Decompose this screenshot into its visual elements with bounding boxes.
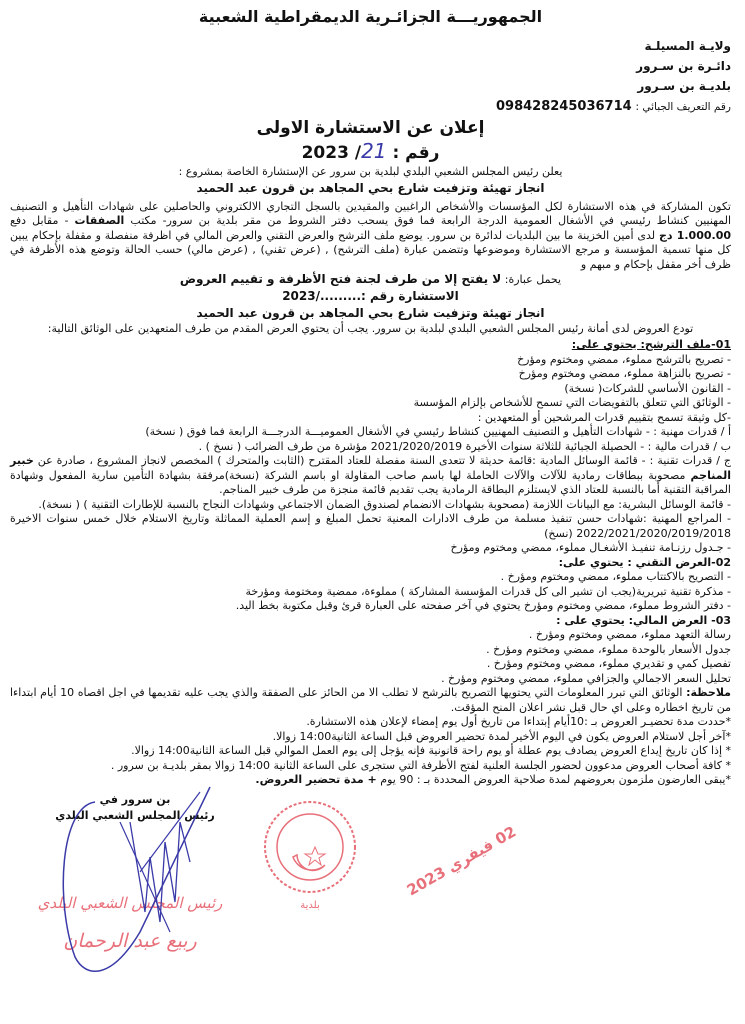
validity-text: *يبقى العارضون ملزمون بعروضهم لمدة صلاحية العروض المحددة بـ : 90 يوم xyxy=(376,773,731,786)
validity-bold: + مدة تحضير العروض. xyxy=(255,773,377,786)
validity-line xyxy=(10,773,731,788)
technical-capacity xyxy=(10,454,731,498)
note xyxy=(10,686,731,715)
note-text: الوثائق التي تبرر المعلومات التي يحتويها التصريح بالترشح لا تطلب الا من الحائز على الصفقة والذي يجب عليه تقديمها في اجل اقصاه 10 أيام ابتداءا من تاريخ اخطاره وعلى اي حال قبل نشر اعلان المنح المؤقت. xyxy=(10,686,731,714)
list-item: - قائمة الوسائل البشرية: مع البيانات اللازمة (مصحوبة بشهادات الانضمام لصندوق الضمان الاجتماعي وشهادات النجاح بالنسبة للإطارات التقنية ) ( نسخة). xyxy=(38,497,731,511)
tech-text: مصحوبة ببطاقات رمادية للآلات والآلات الحاملة لها باسم صاحب المقاولة او باسم الشركة (نسخة)مرفقة بشهادة التأمين سارية المفعول وشهادة المراقبة التقنية أما بالنسبة للعتاد الذي لايستلزم البطاقة الرمادية يجب تقديم قائمة منجزة من طرف خبير المناجم. xyxy=(10,468,731,496)
list-item: - التصريح بالاكتتاب مملوء، ممضي ومختوم ومؤرخ . xyxy=(500,570,731,583)
tech-text: ج / قدرات تقنية : - قائمة الوسائل المادية :قائمة حديثة لا تتعدى السنة مفصلة للعتاد المقترح (الثابت والمتحرك ) المخصص لانجاز المشروع ، صادرة عن xyxy=(33,454,731,467)
list-item: * إذا كان تاريخ إيداع العروض يصادف يوم عطلة أو يوم راحة قانونية فإنه يؤجل إلى يوم العمل الموالي قبل الساعة الثانية14:00 زوالا. xyxy=(131,744,731,757)
announcement-title: إعلان عن الاستشارة الاولى xyxy=(256,118,485,138)
project-title: انجاز تهيئة وتزفيت شارع بحي المجاهد بن قرون عبد الحميد xyxy=(196,180,545,195)
list-item: جدول الأسعار بالوحدة مملوء، ممضي ومختوم ومؤرخ . xyxy=(486,642,731,656)
list-item: - تصريح بالنزاهة مملوء، ممضي ومختوم ومؤرخ xyxy=(518,367,731,380)
list-item: - مذكرة تقنية تبريرية(يجب ان تشير الى كل قدرات المؤسسة المشاركة ) مملوءة، ممضية ومختومة ومؤرخة xyxy=(245,584,731,598)
para-text: تكون المشاركة في هذه الاستشارة لكل المؤسسات والأشخاص الراغبين والمقيدين بالسجل التجاري الالكتروني والحاصلين على شهادات التأهيل و التصنيف المهنيين كنشاط رئيسي في الأشغال العمومية الدرجة الرابعة فما فوق يسحب دفتر الشروط من مقر بلدية بن سرور- مكتب xyxy=(10,199,731,227)
list-item: *حددت مدة تحضيـر العروض بـ :10أيام إبتداءا من تاريخ أول يوم إمضاء لإعلان هذه الاستشارة. xyxy=(306,715,731,728)
baladia-line: بلديـة بن سـرور xyxy=(637,79,731,93)
tax-id-label: رقم التعريف الجبائي : xyxy=(635,101,731,113)
signature-role: رئيس المجلس الشعبي البلدي xyxy=(55,808,215,822)
list-item: -كل وثيقة تسمح بتقييم قدرات المرشحين أو المتعهدين : xyxy=(477,410,731,424)
daira-line: دائـرة بن سـرور xyxy=(636,59,731,73)
list-item: *آخر أجل لاستلام العروض يكون في اليوم الأخير لمدة تحضير العروض قبل الساعة الثانية14:00 زوالا. xyxy=(272,729,731,743)
project-title-repeat: انجاز تهيئة وتزفيت شارع بحي المجاهد بن قرون عبد الحميد xyxy=(196,305,545,320)
municipal-seal xyxy=(245,800,375,910)
list-item: - جـدول رزنـامة تنفيـذ الأشغـال مملوء، ممضي ومختوم ومؤرخ xyxy=(450,541,731,554)
name-stamp-name: ربيع عبد الرحمان xyxy=(63,929,197,952)
carry-label: يحمل عبارة: xyxy=(504,273,562,286)
list-item: رسالة التعهد مملوء، ممضي ومختوم ومؤرخ . xyxy=(528,628,731,641)
section-1-title: 01-ملف الترشح: يحتوي على: xyxy=(571,338,731,351)
tech-bold: خبير المناجم xyxy=(10,454,731,482)
name-stamp-role: رئيس المجلس الشعبي البلدي xyxy=(37,893,223,912)
section-3-title: 03- العرض المالي: يحتوي على : xyxy=(556,613,731,627)
list-item: ب / قدرات مالية : - الحصيلة الجبائية للثلاثة سنوات الأخيرة 2021/2020/2019 مؤشرة من طرف الضرائب ( نسخ ) . xyxy=(198,439,731,453)
para-amount: 1.000.00 دج xyxy=(658,228,731,242)
list-item: - القانون الأساسي للشركات( نسخة) xyxy=(564,381,731,395)
conditions-paragraph xyxy=(10,200,731,273)
carry-text: لا يفتح إلا من طرف لجنة فتح الأظرفة و تقييم العروض xyxy=(179,272,502,286)
carry-line xyxy=(10,272,731,288)
seal-icon xyxy=(245,800,375,895)
list-item: * كافة أصحاب العروض مدعوون لحضور الجلسة العلنية لفتح الأظرفة التي ستجرى على الساعة الثانية 14:00 زوالا بمقر بلديـة بن سرور . xyxy=(110,758,731,772)
tax-id-line xyxy=(10,96,731,117)
date-stamp: 02 فيفري 2023 xyxy=(403,821,520,900)
seal-text: بلدية xyxy=(300,899,320,911)
deposit-line: تودع العروض لدى أمانة رئيس المجلس الشعبي البلدي لبلدية بن سرور. يجب أن يحتوي العرض المقدم من طرف المتعهدين على الوثائق التالية: xyxy=(47,321,694,335)
signature-place: بن سرور في xyxy=(99,792,171,806)
consultation-number: الاستشارة رقم :........./2023 xyxy=(282,288,459,303)
list-item: تحليل السعر الاجمالي والجزافي مملوء، ممضي ومختوم ومؤرخ . xyxy=(441,671,731,685)
list-item: - المراجع المهنية :شهادات حسن تنفيذ مسلمة من طرف الادارات المعنية تحمل المبلغ و إسم العملية المماثلة وتاريخ الاستلام خلال خمس سنوات الاخيرة 2022/2021/2020/2019/2018 (نسخ) xyxy=(10,512,731,540)
republic-heading: الجمهوريـــة الجزائـرية الديمقراطية الشعبية xyxy=(198,7,543,26)
intro-line: يعلن رئيس المجلس الشعبي البلدي لبلدية بن سرور عن الإستشارة الخاصة بمشروع : xyxy=(178,165,563,178)
para-text: لدى أمين الخزينة ما بين البلديات لدائرة بن سرور. يوضع ملف الترشح والعرض التقني والعرض المالي في اظرفة منفصلة و مقفلة بإحكام يبين كل منها تسمية المؤسسة و مرجع الاستشارة وموضوعها وتتضمن عبارة (ملف الترشح) , (عرض تقني) , (عرض مالي) حسب الحالة وتوضع هذه الأظرفة في ظرف أخر مقفل بإحكام و مبهم و xyxy=(10,228,731,271)
handwritten-number: 21 xyxy=(361,139,387,163)
signature-area xyxy=(0,792,745,982)
note-label: ملاحظة: xyxy=(686,686,731,699)
list-item: - دفتر الشروط مملوء، ممضي ومختوم ومؤرخ يحتوي في آخر صفحته على العبارة قرئ وقبل مكتوبة بخط اليد. xyxy=(235,599,731,612)
list-item: تفصيل كمي و تقديري مملوء، ممضي ومختوم ومؤرخ . xyxy=(486,657,731,670)
section-2-title: 02-العرض التقني : يحتوي على: xyxy=(558,555,731,569)
tax-id-value: 098428245036714 xyxy=(495,99,632,114)
wilaya-line: ولايـة المسيلـة xyxy=(644,39,731,53)
para-bold: الصفقات xyxy=(74,214,125,227)
number-label: رقم : xyxy=(392,143,440,163)
document-body xyxy=(10,338,731,788)
list-item: - تصريح بالترشح مملوء، ممضي ومختوم ومؤرخ xyxy=(517,352,731,366)
para-text: - مقابل دفع xyxy=(10,214,75,227)
list-item: - الوثائق التي تتعلق بالتفويضات التي تسمح للأشخاص بإلزام المؤسسة xyxy=(413,396,731,409)
announcement-number xyxy=(10,140,731,165)
number-year: / 2023 xyxy=(301,143,362,163)
list-item: أ / قدرات مهنية : - شهادات التأهيل و التصنيف المهنيين كنشاط رئيسي في الأشغال العموميـــة الدرجـــة الرابعة فما فوق ( نسخة) xyxy=(145,425,731,438)
